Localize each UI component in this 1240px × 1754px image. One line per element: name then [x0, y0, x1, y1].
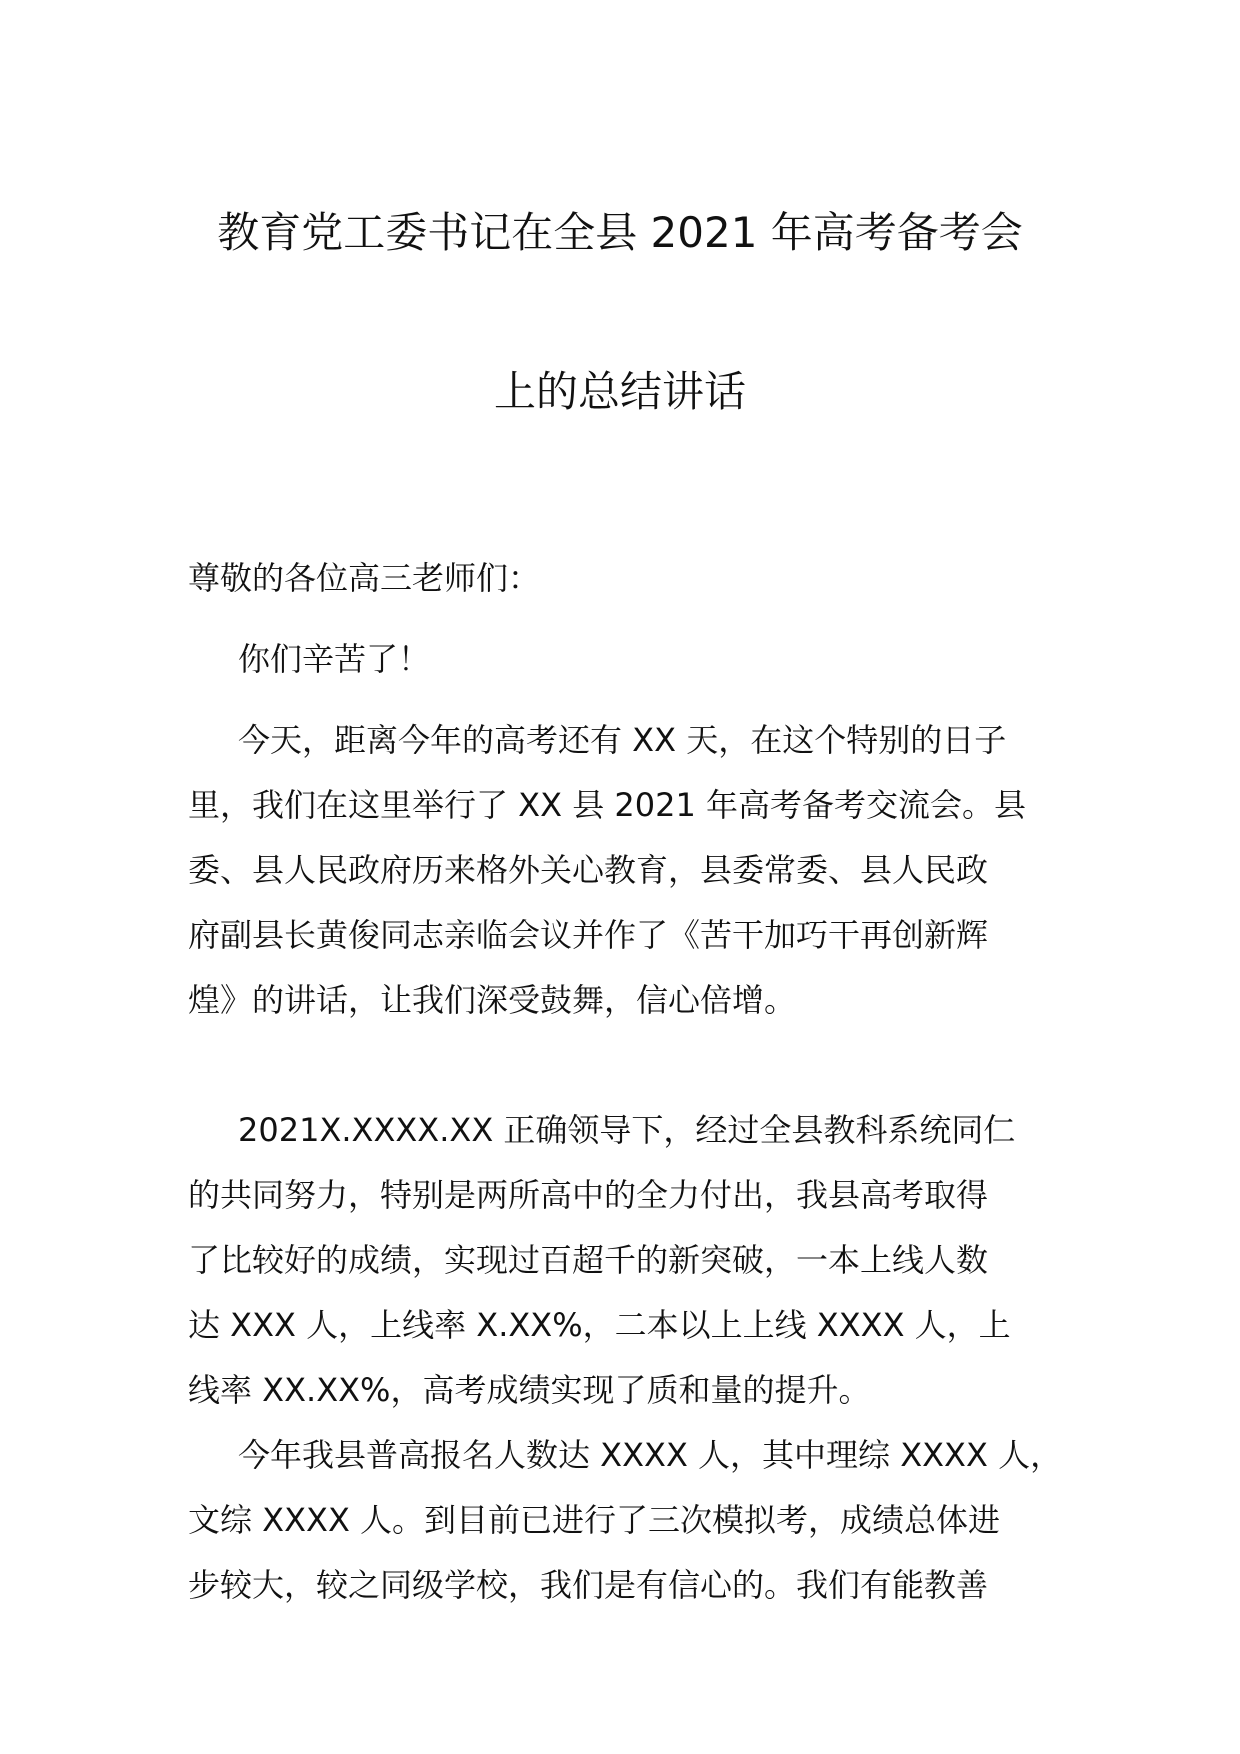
salutation: 尊敬的各位高三老师们： — [188, 559, 541, 597]
paragraph-line: 了比较好的成绩，实现过百超千的新突破，一本上线人数 — [188, 1241, 989, 1279]
paragraph-line: 达 XXX 人，上线率 X.XX%，二本以上上线 XXXX 人，上 — [188, 1306, 1011, 1344]
document-title-line-1: 教育党工委书记在全县 2021 年高考备考会 — [217, 208, 1023, 257]
paragraph-line: 线率 XX.XX%，高考成绩实现了质和量的提升。 — [188, 1371, 871, 1409]
paragraph-line: 今天，距离今年的高考还有 XX 天，在这个特别的日子 — [238, 721, 1007, 759]
paragraph-line: 委、县人民政府历来格外关心教育，县委常委、县人民政 — [188, 851, 989, 889]
paragraph-2 — [188, 708, 1068, 1033]
paragraph-line: 的共同努力，特别是两所高中的全力付出，我县高考取得 — [188, 1176, 989, 1214]
paragraph-4 — [188, 1423, 1068, 1618]
paragraph-line: 府副县长黄俊同志亲临会议并作了《苦干加巧干再创新辉 — [188, 916, 989, 954]
paragraph-line: 你们辛苦了！ — [238, 640, 431, 678]
paragraph-line: 今年我县普高报名人数达 XXXX 人，其中理综 XXXX 人， — [238, 1436, 1063, 1474]
paragraph-line: 2021X.XXXX.XX 正确领导下，经过全县教科系统同仁 — [238, 1111, 1016, 1149]
paragraph-line: 里，我们在这里举行了 XX 县 2021 年高考备考交流会。县 — [188, 786, 1026, 824]
paragraph-line: 文综 XXXX 人。到目前已进行了三次模拟考，成绩总体进 — [188, 1501, 1001, 1539]
paragraph-line: 步较大，较之同级学校，我们是有信心的。我们有能教善 — [188, 1566, 989, 1604]
document-title-line-2: 上的总结讲话 — [493, 367, 746, 416]
paragraph-line: 煌》的讲话，让我们深受鼓舞，信心倍增。 — [188, 981, 797, 1019]
paragraph-3 — [188, 1098, 1068, 1423]
paragraph-1 — [188, 627, 1068, 692]
